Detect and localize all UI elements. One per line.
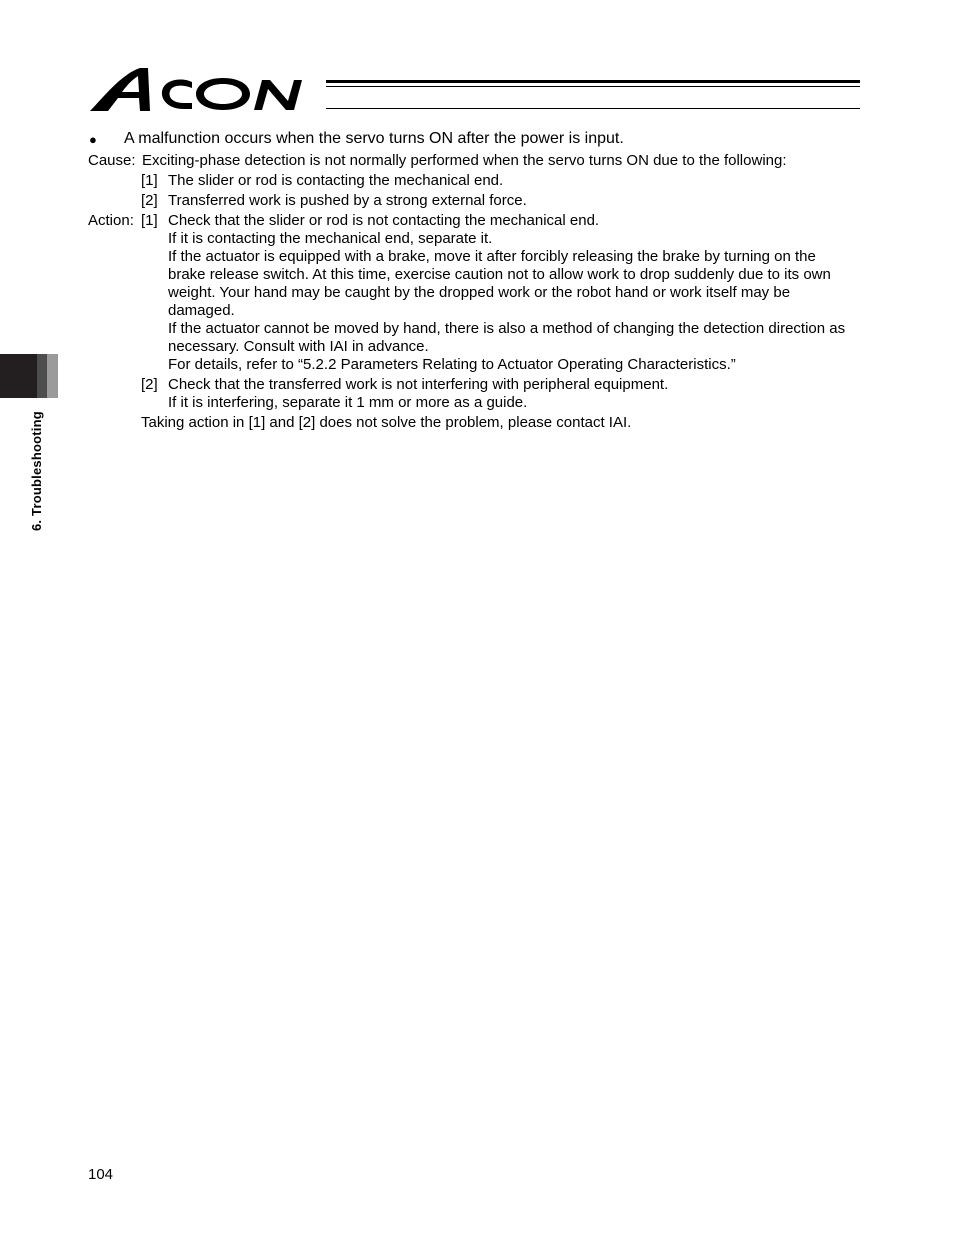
action-text-line: weight. Your hand may be caught by the dropped work or the robot hand or work itself may be: [168, 284, 791, 301]
action-text-line: If the actuator cannot be moved by hand, there is also a method of changing the detection direction as: [168, 320, 846, 337]
action-label: Action:: [88, 212, 134, 229]
chapter-label: 6. Troubleshooting: [29, 411, 44, 531]
cause-label: Cause:: [88, 152, 136, 169]
action-text-line: If the actuator is equipped with a brake, move it after forcibly releasing the brake by turning on the: [168, 248, 816, 265]
action-text-line: necessary. Consult with IAI in advance.: [168, 338, 429, 355]
action-text-line: damaged.: [168, 302, 235, 319]
action-text-line: If it is interfering, separate it 1 mm or more as a guide.: [168, 394, 528, 411]
cause-text: Exciting-phase detection is not normally performed when the servo turns ON due to the following:: [142, 152, 787, 169]
action-item-number: [1]: [141, 212, 158, 229]
page-number: 104: [88, 1166, 114, 1183]
action-text-line: For details, refer to “5.2.2 Parameters Relating to Actuator Operating Characteristics.”: [168, 356, 736, 373]
section-heading: A malfunction occurs when the servo turns ON after the power is input.: [124, 130, 624, 147]
cause-item-text: The slider or rod is contacting the mechanical end.: [168, 172, 504, 189]
header-rule-thick: [326, 80, 860, 83]
action-text-line: Check that the transferred work is not interfering with peripheral equipment.: [168, 376, 669, 393]
action-item-number: [2]: [141, 376, 158, 393]
bullet-icon: ●: [89, 132, 97, 147]
closing-note: Taking action in [1] and [2] does not solve the problem, please contact IAI.: [141, 414, 632, 431]
header-rule-bottom: [326, 108, 860, 109]
action-text-line: If it is contacting the mechanical end, separate it.: [168, 230, 493, 247]
action-text-line: brake release switch. At this time, exercise caution not to allow work to drop suddenly due to its own: [168, 266, 831, 283]
cause-item-number: [2]: [141, 192, 158, 209]
header-rule-thin: [326, 86, 860, 87]
cause-item-text: Transferred work is pushed by a strong external force.: [168, 192, 527, 209]
acon-logo: [88, 64, 328, 114]
cause-item-number: [1]: [141, 172, 158, 189]
action-text-line: Check that the slider or rod is not contacting the mechanical end.: [168, 212, 600, 229]
